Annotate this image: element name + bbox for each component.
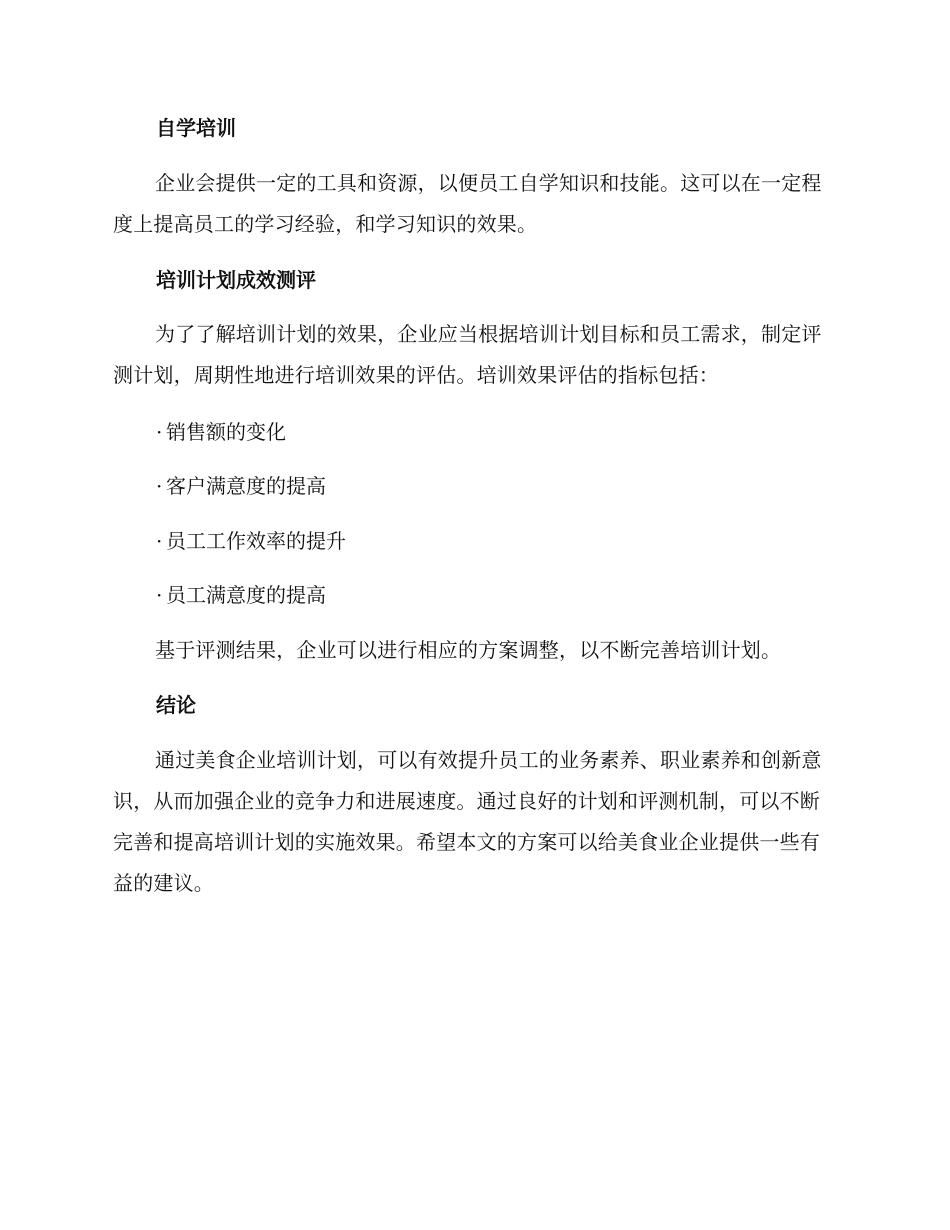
bullet-dot: · [156,474,163,498]
list-item [156,472,326,500]
paragraph-conclusion: 通过美食企业培训计划，可以有效提升员工的业务素养、职业素养和创新意识，从而加强企业的竞争力和进展速度。通过良好的计划和评测机制，可以不断完善和提高培训计划的实施效果。希望本文的方案可以给美食业企业提供一些有益的建议。 [113,748,822,895]
section-heading-self-study: 自学培训 [156,116,236,140]
list-item [156,418,286,446]
bullet-dot: · [156,529,163,553]
list-item [156,581,326,609]
section-heading-conclusion: 结论 [156,693,196,717]
paragraph-evaluation-closing: 基于评测结果，企业可以进行相应的方案调整，以不断完善培训计划。 [155,638,782,662]
section-heading-evaluation: 培训计划成效测评 [156,268,316,292]
list-item-label: 销售额的变化 [166,420,286,444]
list-item [156,527,346,555]
paragraph-self-study: 企业会提供一定的工具和资源，以便员工自学知识和技能。这可以在一定程度上提高员工的学习经验，和学习知识的效果。 [113,171,822,236]
bullet-dot: · [156,420,163,444]
paragraph-evaluation-intro: 为了了解培训计划的效果，企业应当根据培训计划目标和员工需求，制定评测计划，周期性地进行培训效果的评估。培训效果评估的指标包括： [113,322,822,387]
list-item-label: 员工工作效率的提升 [166,529,346,553]
list-item-label: 客户满意度的提高 [166,474,326,498]
list-item-label: 员工满意度的提高 [166,583,326,607]
bullet-dot: · [156,583,163,607]
